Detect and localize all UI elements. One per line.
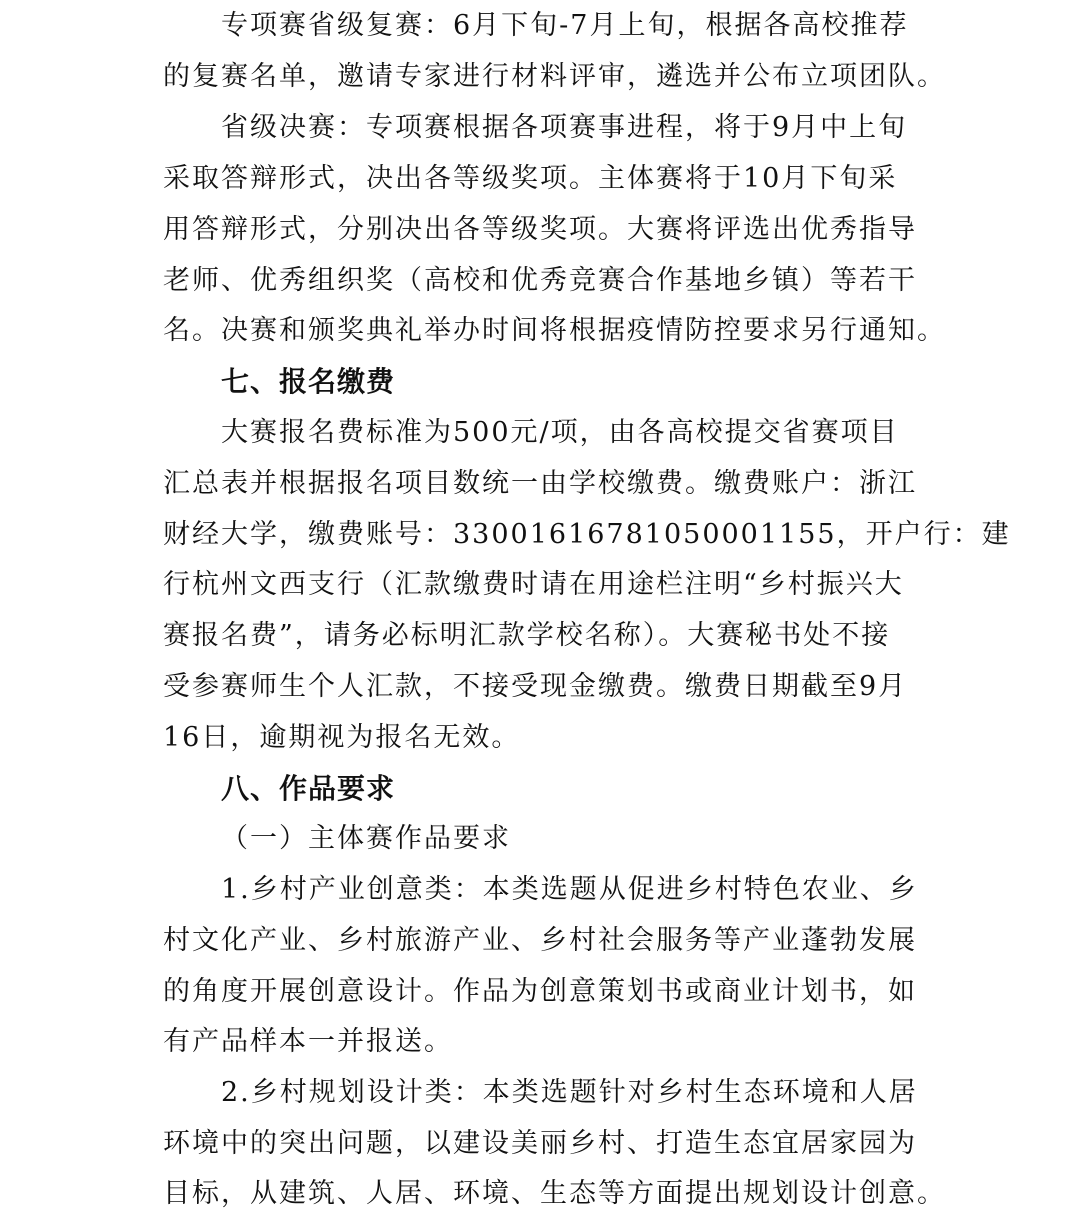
paragraph-line: 老师、优秀组织奖（高校和优秀竞赛合作基地乡镇）等若干 xyxy=(163,265,917,296)
paragraph-line: 受参赛师生个人汇款，不接受现金缴费。缴费日期截至9月 xyxy=(163,671,908,702)
paragraph-line: 赛报名费”，请务必标明汇款学校名称）。大赛秘书处不接 xyxy=(163,620,891,651)
paragraph-line: 汇总表并根据报名项目数统一由学校缴费。缴费账户：浙江 xyxy=(163,468,917,499)
paragraph-line: 有产品样本一并报送。 xyxy=(163,1026,453,1057)
paragraph-line: 1.乡村产业创意类：本类选题从促进乡村特色农业、乡 xyxy=(221,874,918,905)
paragraph-line: 用答辩形式，分别决出各等级奖项。大赛将评选出优秀指导 xyxy=(163,214,917,245)
paragraph-line: 采取答辩形式，决出各等级奖项。主体赛将于10月下旬采 xyxy=(163,163,898,194)
paragraph-line: 环境中的突出问题，以建设美丽乡村、打造生态宜居家园为 xyxy=(163,1128,917,1159)
paragraph-line: 16日，逾期视为报名无效。 xyxy=(163,722,521,753)
paragraph-line: 的角度开展创意设计。作品为创意策划书或商业计划书，如 xyxy=(163,976,917,1007)
paragraph-line: 大赛报名费标准为500元/项，由各高校提交省赛项目 xyxy=(221,417,899,448)
section-heading-work-requirements: 八、作品要求 xyxy=(221,772,396,805)
paragraph-line: 财经大学，缴费账号：33001616781050001155，开户行：建 xyxy=(163,519,1011,550)
subsection-heading-main-competition: （一）主体赛作品要求 xyxy=(221,823,511,854)
paragraph-line: 省级决赛：专项赛根据各项赛事进程，将于9月中上旬 xyxy=(221,112,908,143)
paragraph-line: 专项赛省级复赛：6月下旬-7月上旬，根据各高校推荐 xyxy=(221,10,909,41)
paragraph-line: 2.乡村规划设计类：本类选题针对乡村生态环境和人居 xyxy=(221,1077,918,1108)
paragraph-line: 村文化产业、乡村旅游产业、乡村社会服务等产业蓬勃发展 xyxy=(163,925,917,956)
section-heading-registration-fee: 七、报名缴费 xyxy=(221,365,396,398)
paragraph-line: 行杭州文西支行（汇款缴费时请在用途栏注明“乡村振兴大 xyxy=(163,569,904,600)
paragraph-line: 的复赛名单，邀请专家进行材料评审，遴选并公布立项团队。 xyxy=(163,61,946,92)
paragraph-line: 名。决赛和颁奖典礼举办时间将根据疫情防控要求另行通知。 xyxy=(163,315,946,346)
paragraph-line: 目标，从建筑、人居、环境、生态等方面提出规划设计创意。 xyxy=(163,1178,946,1209)
